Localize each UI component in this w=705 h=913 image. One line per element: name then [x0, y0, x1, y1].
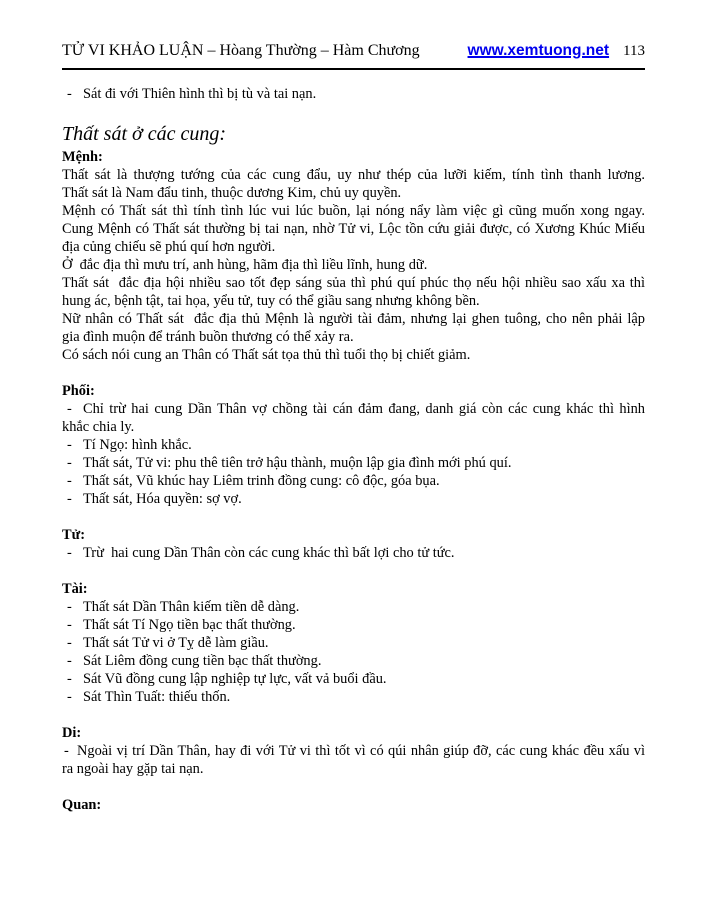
bullet-dash: - [67, 599, 72, 615]
list-item [62, 742, 645, 760]
paragraph-line: Thất sát là Nam đẩu tinh, thuộc dương Kim, chủ uy quyền. [62, 185, 402, 201]
line-text: Thất sát Tí Ngọ tiền bạc thất thường. [83, 617, 296, 633]
section-heading-tai: Tài: [62, 581, 88, 597]
bullet-dash: - [67, 671, 72, 687]
bullet-dash: - [67, 437, 72, 453]
section-heading-di: Di: [62, 725, 82, 741]
line-text: Sát Thìn Tuất: thiếu thốn. [83, 689, 231, 705]
list-item [62, 400, 645, 418]
line-text: Thất sát, Hóa quyền: sợ vợ. [83, 491, 242, 507]
paragraph-line: Có sách nói cung an Thân có Thất sát tọa thủ thì tuổi thọ bị chiết giảm. [62, 347, 471, 363]
bullet-dash: - [67, 473, 72, 489]
paragraph-line: hung ác, bệnh tật, tai họa, yểu tử, tuy có thể giầu sang nhưng không bền. [62, 293, 480, 309]
line-text: Thất sát, Vũ khúc hay Liêm trinh đồng cung: cô độc, góa bụa. [83, 473, 440, 489]
list-item [62, 634, 645, 652]
bullet-dash: - [64, 743, 69, 759]
bullet-dash: - [67, 491, 72, 507]
line-text: Sát đi với Thiên hình thì bị tù và tai nạn. [83, 86, 317, 102]
section-title: Thất sát ở các cung: [62, 123, 226, 145]
paragraph-line: địa củng chiếu sẽ phú quí hơn người. [62, 239, 276, 255]
paragraph-line: Cung Mệnh có Thất sát thường bị tai nạn, nhờ Tử vi, Lộc tồn cứu giải được, có Xương Khúc Miếu [62, 221, 645, 237]
line-text: Sát Liêm đồng cung tiền bạc thất thường. [83, 653, 322, 669]
paragraph-line: Thất sát là thượng tướng của các cung đẩu, uy như thép của lưỡi kiếm, tính tình thanh lương. [62, 167, 645, 183]
list-item [62, 85, 645, 103]
list-item [62, 670, 645, 688]
line-text: Ngoài vị trí Dần Thân, hay đi với Tử vi thì tốt vì có qúi nhân giúp đỡ, các cung khác đều xấu vì [77, 743, 645, 759]
list-item [62, 544, 645, 562]
bullet-dash: - [67, 545, 72, 561]
book-title: TỬ VI KHẢO LUẬN – Hòang Thường – Hàm Chương [62, 42, 420, 59]
paragraph-line: Nữ nhân có Thất sát đắc địa thủ Mệnh là người tài đảm, nhưng lại ghen tuông, cho nên phải lập [62, 311, 645, 327]
line-text: Tí Ngọ: hình khắc. [83, 437, 192, 453]
list-item [62, 652, 645, 670]
page-header [0, 0, 705, 60]
list-item [62, 616, 645, 634]
paragraph-line: Mệnh có Thất sát thì tính tình lúc vui lúc buồn, lại nóng nẩy làm việc gì cũng muốn xong ngay. [62, 203, 645, 219]
list-item [62, 688, 645, 706]
paragraph-line: Ở đắc địa thì mưu trí, anh hùng, hãm địa thì liều lĩnh, hung dữ. [62, 257, 428, 273]
section-heading-phoi: Phối: [62, 383, 95, 399]
bullet-dash: - [67, 455, 72, 471]
bullet-dash: - [67, 635, 72, 651]
line-text: Sát Vũ đồng cung lập nghiệp tự lực, vất vả buổi đầu. [83, 671, 387, 687]
line-text: Trừ hai cung Dần Thân còn các cung khác thì bất lợi cho tử tức. [83, 545, 455, 561]
paragraph-line: Thất sát đắc địa hội nhiều sao tốt đẹp sáng sủa thì phú quí phúc thọ nếu hội nhiều sao xấu xa thì [62, 275, 645, 291]
paragraph-line: khắc chia ly. [62, 419, 135, 435]
list-item [62, 454, 645, 472]
bullet-dash: - [67, 653, 72, 669]
page-number: 113 [623, 43, 645, 59]
bullet-dash: - [67, 689, 72, 705]
list-item [62, 472, 645, 490]
list-item [62, 598, 645, 616]
line-text: Thất sát, Tử vi: phu thê tiên trở hậu thành, muộn lập gia đình mới phú quí. [83, 455, 512, 471]
line-text: Thất sát Dần Thân kiếm tiền dễ dàng. [83, 599, 300, 615]
bullet-dash: - [67, 86, 72, 102]
header-rule [62, 68, 645, 70]
section-heading-menh: Mệnh: [62, 149, 103, 165]
section-heading-tu: Tử: [62, 527, 86, 543]
paragraph-line: ra ngoài hay gặp tai nạn. [62, 761, 204, 777]
list-item [62, 490, 645, 508]
list-item [62, 436, 645, 454]
paragraph-line: gia đình muộn để tránh buồn thương có thể xảy ra. [62, 329, 354, 345]
bullet-dash: - [67, 617, 72, 633]
line-text: Thất sát Tử vi ở Tỵ dễ làm giầu. [83, 635, 269, 651]
bullet-dash: - [67, 401, 72, 417]
section-heading-quan: Quan: [62, 797, 102, 813]
page-content [0, 85, 705, 814]
header-right [468, 42, 645, 60]
line-text: Chỉ trừ hai cung Dần Thân vợ chồng tài cán đảm đang, danh giá còn các cung khác thì hình [83, 401, 645, 417]
website-link[interactable]: www.xemtuong.net [467, 42, 610, 59]
